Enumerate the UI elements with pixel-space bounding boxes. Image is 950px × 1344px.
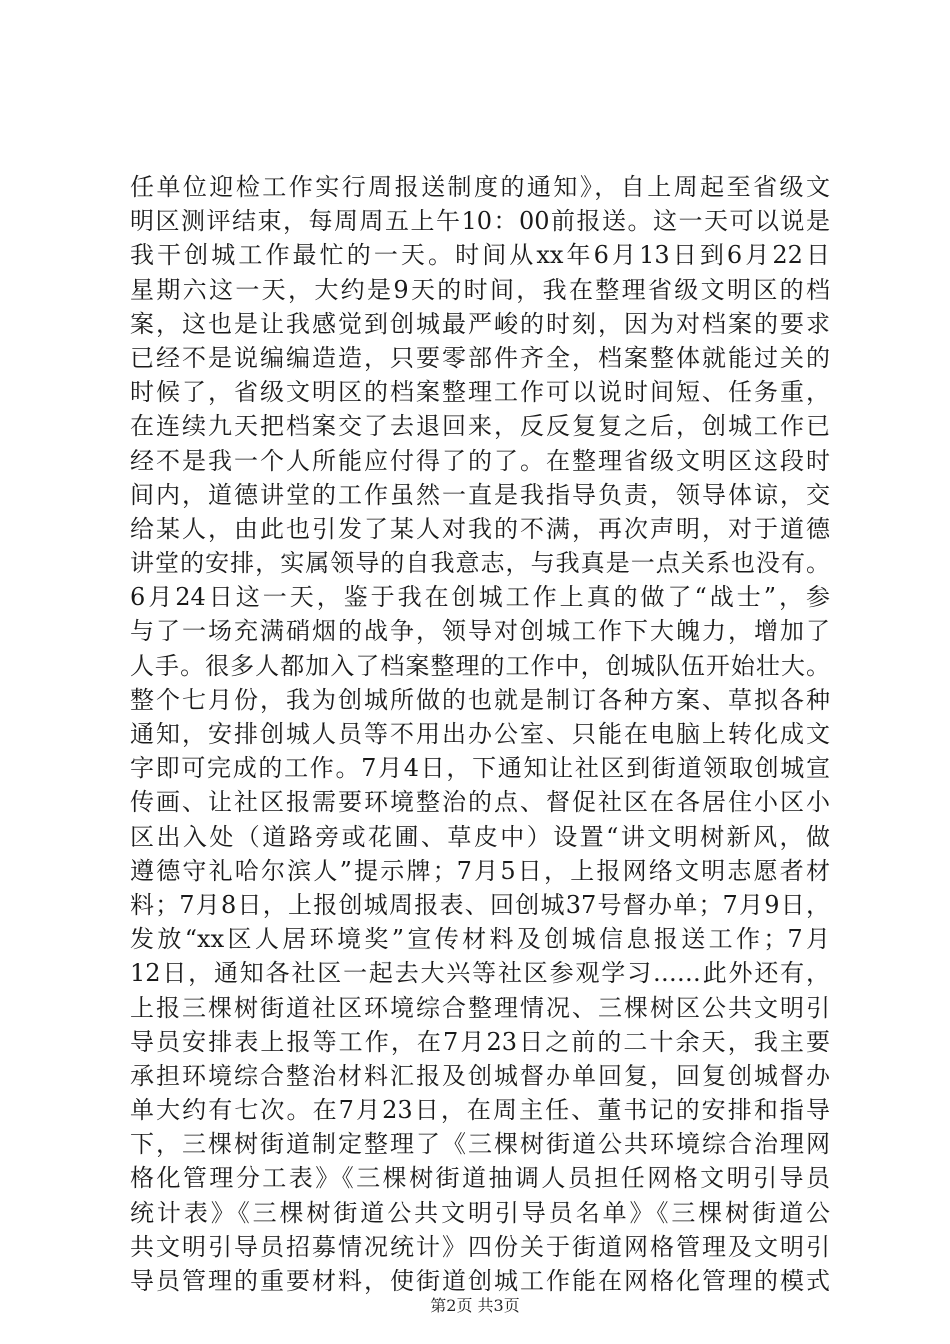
text-line: 区出入处（道路旁或花圃、草皮中）设置“讲文明树新风，做 — [130, 822, 830, 851]
text-line: 与了一场充满硝烟的战争，领导对创城工作下大魄力，增加了 — [130, 617, 830, 646]
text-line: 星期六这一天，大约是9天的时间，我在整理省级文明区的档 — [130, 275, 830, 304]
text-line: 发放“xx区人居环境奖”宣传材料及创城信息报送工作；7月 — [130, 925, 830, 954]
text-line: 单大约有七次。在7月23日，在周主任、董书记的安排和指导 — [130, 1096, 830, 1125]
document-body — [130, 170, 830, 1298]
text-line: 整个七月份，我为创城所做的也就是制订各种方案、草拟各种 — [130, 685, 830, 714]
text-line: 6月24日这一天，鉴于我在创城工作上真的做了“战士”，参 — [130, 583, 830, 612]
text-line: 导员管理的重要材料，使街道创城工作能在网格化管理的模式 — [130, 1267, 830, 1295]
text-line: 承担环境综合整治材料汇报及创城督办单回复，回复创城督办 — [130, 1061, 830, 1090]
text-line: 给某人，由此也引发了某人对我的不满，再次声明，对于道德 — [130, 514, 830, 543]
text-line: 格化管理分工表》《三棵树街道抽调人员担任网格文明引导员 — [130, 1164, 830, 1193]
text-line: 料；7月8日，上报创城周报表、回创城37号督办单；7月9日， — [130, 890, 830, 919]
text-line: 在连续九天把档案交了去退回来，反反复复之后，创城工作已 — [130, 412, 830, 441]
text-line: 传画、让社区报需要环境整治的点、督促社区在各居住小区小 — [130, 788, 830, 817]
text-line: 导员安排表上报等工作，在7月23日之前的二十余天，我主要 — [130, 1027, 830, 1056]
text-line: 12日，通知各社区一起去大兴等社区参观学习……此外还有， — [130, 959, 830, 988]
text-line: 时候了，省级文明区的档案整理工作可以说时间短、任务重， — [130, 378, 830, 407]
text-line: 遵德守礼哈尔滨人”提示牌；7月5日，上报网络文明志愿者材 — [130, 856, 830, 885]
text-line: 通知，安排创城人员等不用出办公室、只能在电脑上转化成文 — [130, 720, 830, 748]
page-footer: 第2页 共3页 — [430, 1296, 520, 1315]
text-line: 案，这也是让我感觉到创城最严峻的时刻，因为对档案的要求 — [130, 309, 830, 338]
text-line: 下，三棵树街道制定整理了《三棵树街道公共环境综合治理网 — [130, 1130, 830, 1159]
text-line: 明区测评结束，每周周五上午10：00前报送。这一天可以说是 — [130, 207, 830, 236]
text-line: 我干创城工作最忙的一天。时间从xx年6月13日到6月22日 — [130, 241, 830, 270]
text-line: 已经不是说编编造造，只要零部件齐全，档案整体就能过关的 — [130, 343, 830, 372]
text-line: 上报三棵树街道社区环境综合整理情况、三棵树区公共文明引 — [130, 993, 830, 1022]
text-line: 任单位迎检工作实行周报送制度的通知》，自上周起至省级文 — [130, 173, 830, 201]
text-line: 讲堂的安排，实属领导的自我意志，与我真是一点关系也没有。 — [130, 549, 830, 578]
text-line: 统计表》《三棵树街道公共文明引导员名单》《三棵树街道公 — [130, 1198, 830, 1227]
text-line: 经不是我一个人所能应付得了的了。在整理省级文明区这段时 — [130, 446, 830, 475]
text-line: 间内，道德讲堂的工作虽然一直是我指导负责，领导体谅，交 — [130, 480, 830, 509]
text-line: 共文明引导员招募情况统计》四份关于街道网格管理及文明引 — [130, 1232, 830, 1261]
text-line: 字即可完成的工作。7月4日，下通知让社区到街道领取创城宣 — [130, 754, 830, 783]
text-line: 人手。很多人都加入了档案整理的工作中，创城队伍开始壮大。 — [130, 651, 830, 680]
